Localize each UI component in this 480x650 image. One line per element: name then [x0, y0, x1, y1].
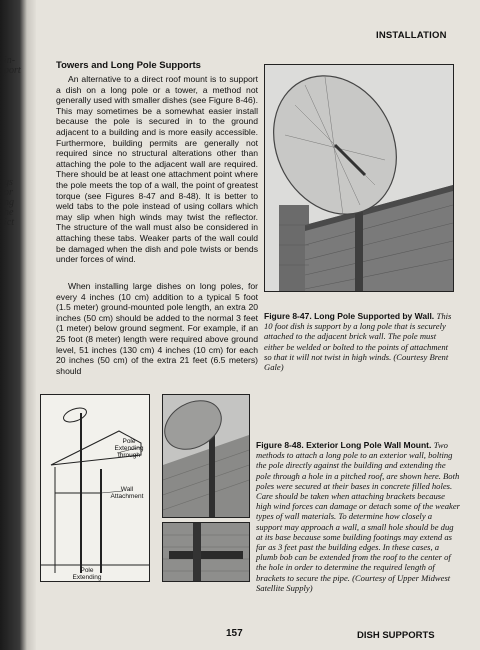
running-header: INSTALLATION	[376, 30, 447, 41]
dish-on-pole-illustration	[265, 65, 453, 291]
figure-8-48-photo-wall	[162, 522, 250, 582]
prev-fragment: ng	[4, 197, 14, 208]
book-gutter	[0, 0, 36, 650]
body-paragraph: An alternative to a direct roof mount is to support a dish on a long pole or a tower, a method not generally used with smaller dishes (see Figure 8-46). This may sometimes be a somewhat easier install because the pole is secured in to the ground adjacent to a building and is more easily accessible. Furthermore, building permits are generally not required since no structural alterations other than attaching the pole to the adjacent wall are required. There should be at least one attachment point where the pole meets the top of a wall, the point of greatest torque (see Figures 8-47 and 8-48). It is better to weld tabs to the pole instead of using collars which may slip when high winds may twist the reflector. The structure of the wall must also be considered in attaching these tabs. Weaker parts of the wall could be damaged when the dish and pole twists or bends under forces of wind.	[56, 74, 258, 265]
wall-bracket-photo	[163, 523, 249, 581]
label-pole-extending-through: Pole	[122, 438, 136, 445]
label-pole-extending-through: through	[117, 452, 141, 459]
prev-fragment: or	[4, 187, 13, 198]
label-pole-extending: Extending	[72, 574, 102, 581]
body-paragraph: When installing large dishes on long poles, for every 4 inches (10 cm) addition to a typical 5 foot (1.5 meter) ground-mounted pole length, an extra 20 inches (50 cm) should be added to the normal 3 feet (1 meter) below ground segment. For example, if an 25 foot (8 meter) length were required above ground level, 51 inches (130 cm) 4 inches (10 cm) for each 20 inches (50 cm) of the extra 21 feet (6.5 meters) should	[56, 281, 258, 376]
label-pole-extending-through: Extending	[114, 445, 144, 452]
roof-pole-photo	[163, 395, 249, 517]
figure-8-47-text: This 10 foot dish is support by a long pole that is securely attached to the adjacent brick wall. The pole must either be welded or bolted to the points of attachment so that it will not twist in high winds. (Courtesy Brent Gale)	[264, 311, 452, 373]
label-wall-attachment: Attachment	[110, 493, 144, 500]
label-pole-extending: Pole	[80, 567, 94, 574]
figure-8-48-text: Two methods to attach a long pole to an exterior wall, bolting the pole directly against the building and extending the pole through a hole in a pitched roof, are shown here. Both poles were secured at their bases in concrete filled holes. Care should be taken when attaching brackets because high wind forces can damage or detach some of the weaker types of wall materials. To determine how closely a support may approach a wall, a small hole should be dug at its base because some building footings may extend as far as 3 feet past the building edges. In these cases, a plumb bob can be extended from the roof to the center of the hole in order to determine the required length of brackets to secure the pipe. (Courtesy of Upper Midwest Satellite Supply)	[256, 440, 460, 593]
figure-8-48-caption	[256, 440, 460, 593]
prev-fragment: in-	[4, 55, 16, 66]
prev-fragment: ict	[4, 217, 14, 228]
figure-8-48-title: Figure 8-48. Exterior Long Pole Wall Mount.	[256, 440, 432, 450]
section-heading: Towers and Long Pole Supports	[56, 60, 201, 71]
figure-8-47-title: Figure 8-47. Long Pole Supported by Wall.	[264, 311, 435, 321]
figure-8-47-photo	[264, 64, 454, 292]
previous-page-fragments	[0, 0, 36, 650]
pole-mount-diagram	[41, 395, 149, 581]
prev-fragment: gs	[4, 177, 13, 188]
figure-8-48-photo-roof	[162, 394, 250, 518]
running-footer: DISH SUPPORTS	[357, 630, 435, 641]
prev-fragment: he	[4, 207, 14, 218]
prev-fragment: port	[4, 65, 21, 76]
page-number: 157	[226, 628, 243, 639]
figure-8-47-caption	[264, 311, 454, 372]
book-page	[36, 0, 480, 650]
figure-8-48-diagram	[40, 394, 150, 582]
label-wall-attachment: Wall	[120, 486, 134, 493]
